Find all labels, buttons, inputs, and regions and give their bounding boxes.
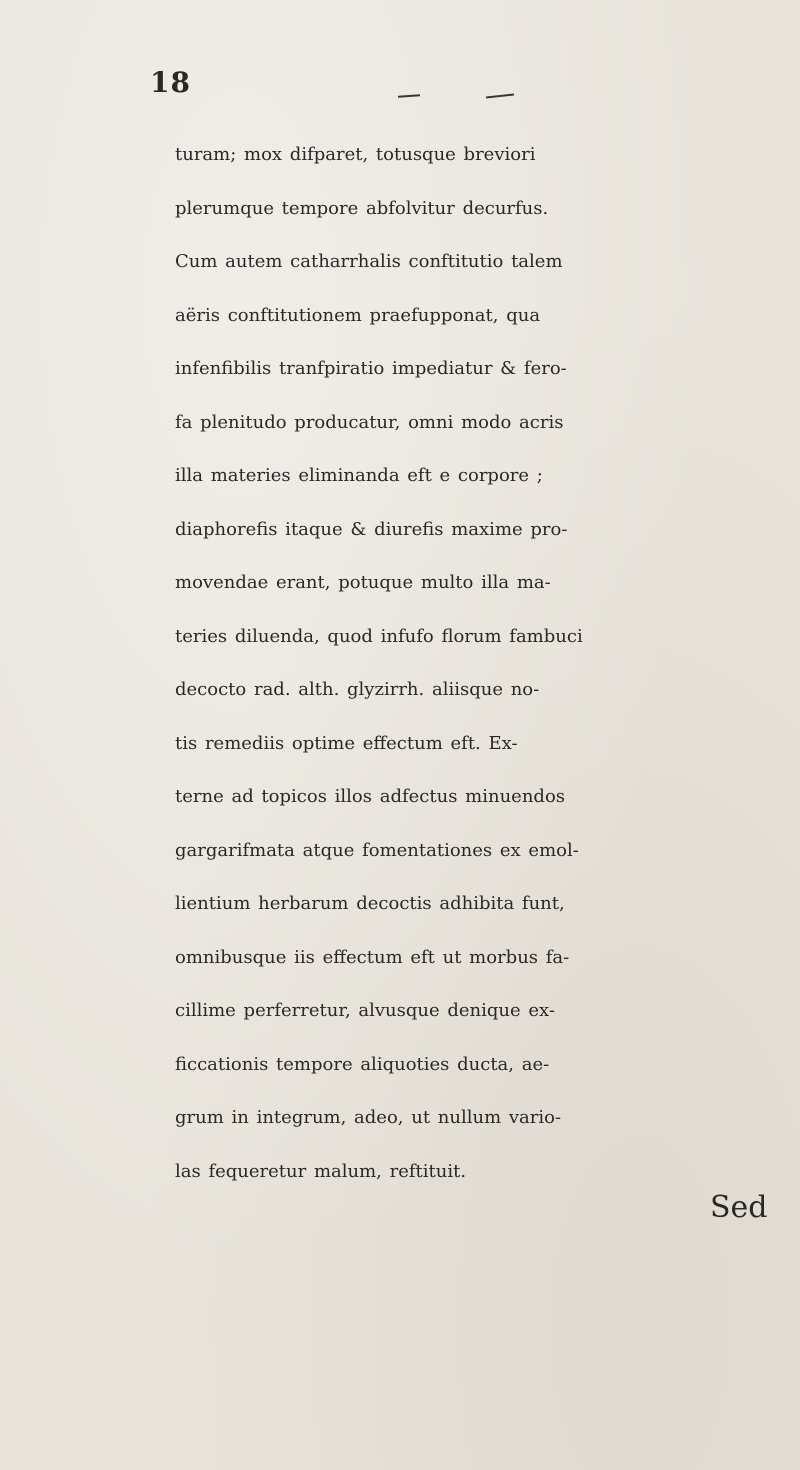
text-line: gargarifmata atque fomentationes ex emol- [175, 839, 579, 861]
text-line: Cum autem catharrhalis conftitutio talem [175, 251, 563, 272]
text-line: movendae erant, potuque multo illa ma- [175, 572, 551, 593]
header-ornament [398, 94, 420, 98]
text-line: tis remediis optime effectum eft. Ex- [175, 732, 518, 754]
body-text [175, 128, 795, 1198]
text-line: plerumque tempore abfolvitur decurfus. [175, 197, 549, 219]
text-line: terne ad topicos illos adfectus minuendos [175, 786, 566, 807]
text-line: fa plenitudo producatur, omni modo acris [175, 411, 564, 433]
text-line: aëris conftitutionem praefupponat, qua [175, 304, 541, 326]
text-line: omnibusque iis effectum eft ut morbus fa- [175, 946, 570, 968]
text-line: cillime perferretur, alvusque denique ex- [175, 1000, 555, 1021]
catchword: Sed [710, 1190, 768, 1225]
page-number: 18 [150, 66, 191, 99]
header-ornament [486, 94, 514, 99]
text-line: lientium herbarum decoctis adhibita funt, [175, 893, 565, 914]
text-line: turam; mox difparet, totusque breviori [175, 144, 536, 165]
text-line: teries diluenda, quod infufo florum fambuci [175, 625, 583, 647]
text-line: decocto rad. alth. glyzirrh. aliisque no- [175, 679, 540, 700]
text-line: ficcationis tempore aliquoties ducta, ae- [175, 1053, 550, 1075]
text-line: grum in integrum, adeo, ut nullum vario- [175, 1107, 562, 1128]
text-line: illa materies eliminanda eft e corpore ; [175, 465, 543, 486]
text-line: infenfibilis tranfpiratio impediatur & fero- [175, 358, 567, 379]
text-line: diaphorefis itaque & diurefis maxime pro- [175, 518, 568, 540]
text-line: las fequeretur malum, reftituit. [175, 1160, 467, 1182]
